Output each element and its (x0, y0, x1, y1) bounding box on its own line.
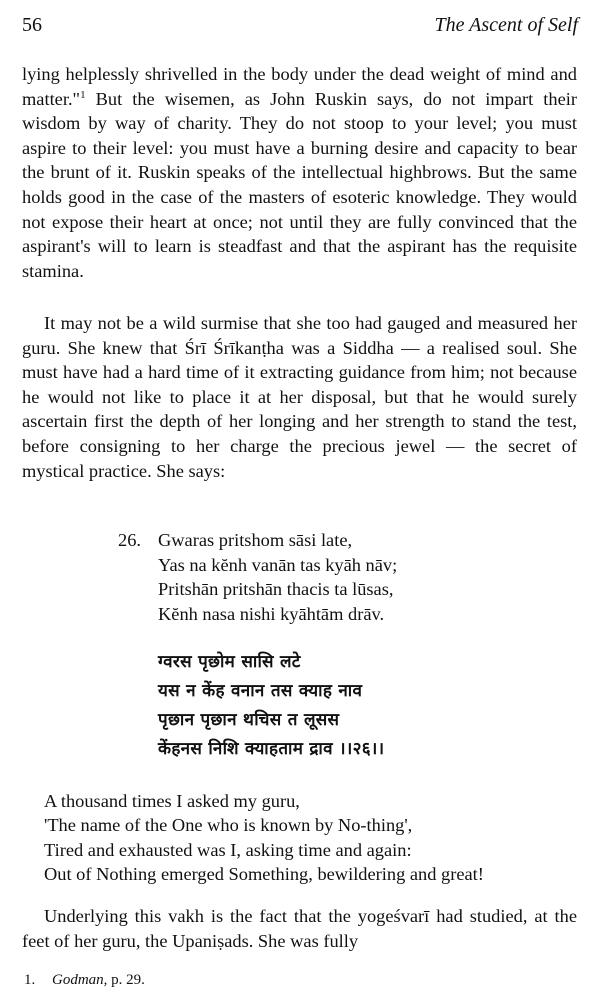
page-header (22, 14, 578, 44)
devanagari-verse (158, 648, 384, 764)
verse-line-3: Pritshān pritshān thacis ta lūsas, (158, 579, 394, 599)
verse-line-4: Kĕnh nasa nishi kyāhtām drāv. (158, 603, 385, 624)
footnote (24, 972, 145, 989)
paragraph-1-text-continued: But the wisemen, as John Ruskin says, do not impart their wisdom by way of charity. They do not stoop to your level; you must aspire to their level: you must have a burning desire and capacity to bear the brunt of it. Ruskin speaks of the intellectual highbrows. But the same holds good in the case of the masters of esoteric knowledge. They would not expose their heart at once; not until they are fully convinced that the aspirant's will to learn is steadfast and that the aspirant has the requisite stamina. (22, 88, 577, 281)
paragraph-3: Underlying this vakh is the fact that the yogeśvarī had studied, at the feet of her guru, the Upaniṣads. She was fully (22, 906, 577, 951)
footnote-number: 1. (24, 972, 36, 988)
footnote-reference[interactable]: 1 (80, 88, 86, 101)
devanagari-line-3: पृछान पृछान थचिस त लूसस (158, 710, 340, 730)
translation-line-2: 'The name of the One who is known by No-thing', (44, 815, 413, 836)
footnote-title: Godman (52, 972, 104, 988)
paragraph-1-text: lying helplessly shrivelled in the body under the dead weight of mind and matter." (22, 64, 577, 109)
translation-line-3: Tired and exhausted was I, asking time and again: (44, 839, 412, 860)
translation-line-1: A thousand times I asked my guru, (44, 791, 300, 811)
devanagari-line-4: केंहनस निशि क्याहताम द्राव ।।२६।। (158, 739, 385, 759)
running-head: The Ascent of Self (434, 14, 578, 36)
paragraph-2: It may not be a wild surmise that she too had gauged and measured her guru. She knew that Śrī Śrīkanṭha was a Siddha — a realised soul. She must have had a hard time of it extracting guidance from him; not because he would not like to place it at her disposal, but that he would surely ascertain first the depth of her longing and her strength to stand the test, before consigning to her charge the precious jewel — the secret of mystical practice. She says: (22, 313, 577, 481)
paragraph-1 (22, 62, 577, 283)
verse-line-1-text: Gwaras pritshom sāsi late, (158, 530, 353, 550)
verse-number: 26. (118, 530, 141, 550)
translation-line-4: Out of Nothing emerged Something, bewildering and great! (44, 863, 484, 884)
devanagari-line-2: यस न केंह वनान तस क्याह नाव (158, 681, 363, 701)
page-number: 56 (22, 14, 42, 36)
verse-line-1 (118, 528, 397, 553)
verse-translation (44, 789, 484, 886)
verse-line-2: Yas na kĕnh vanān tas kyāh nāv; (158, 554, 398, 575)
footnote-citation: , p. 29. (103, 972, 145, 988)
devanagari-line-1: ग्वरस पृछोम सासि लटे (158, 652, 301, 672)
verse-26 (118, 528, 397, 626)
